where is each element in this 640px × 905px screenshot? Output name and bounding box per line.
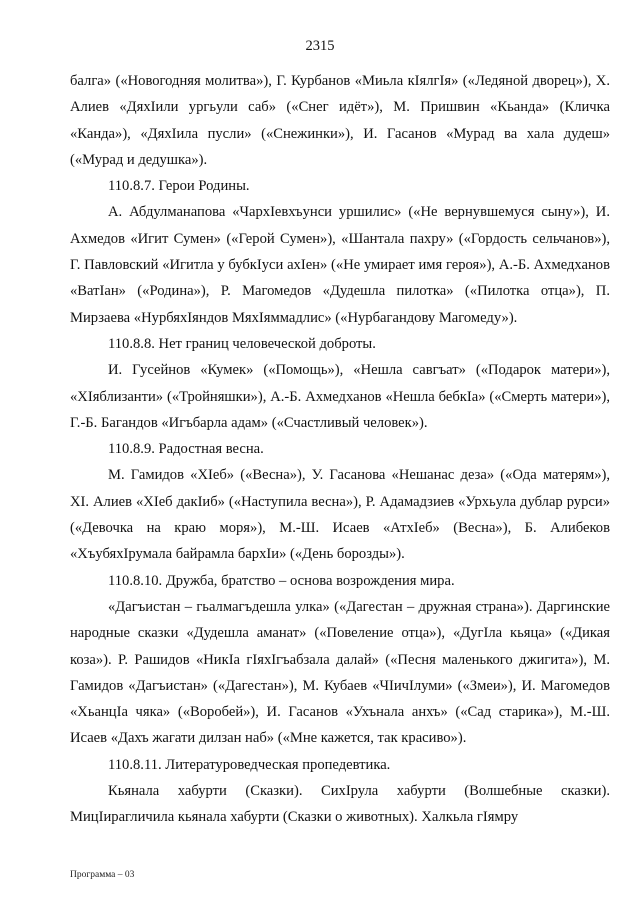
- section-heading-friendship: 110.8.10. Дружба, братство – основа возрождения мира.: [108, 572, 455, 589]
- footer-label: Программа – 03: [70, 870, 135, 880]
- page-number: 2315: [305, 38, 335, 54]
- paragraph-kindness-list: И. Гусейнов «Кумек» («Помощь»), «Нешла савгъат» («Подарок матери»), «ХIяблизанти» («Тройняшки»), А.-Б. Ахмедханов «Нешла бебкIа» («Смерть матери»), Г.-Б. Багандов «Игъбарла адам» («Счастливый человек»).: [70, 362, 610, 431]
- document-body: [70, 68, 610, 831]
- paragraph-friendship-list: «Дагъистан – гьалмагъдешла улка» («Дагестан – дружная страна»). Даргинские народные сказки «Дудешла аманат» («Повеление отца»), «ДугIла кьяца» («Дикая коза»). Р. Рашидов «НикIа гIяхIгъабзала далай» («Песня маленького джигита»), М. Гамидов «Дагъистан» («Дагестан»), М. Кубаев «ЧIичIлуми» («Змеи»), И. Магомедов «ХьанцIа чяка» («Воробей»), И. Гасанов «Ухънала анхъ» («Сад старика»), М.-Ш. Исаев «Дахъ жагати дилзан наб» («Мне кажется, так красиво»).: [70, 598, 610, 747]
- section-heading-kindness: 110.8.8. Нет границ человеческой доброты.: [108, 335, 376, 352]
- paragraph-1: балга» («Новогодняя молитва»), Г. Курбанов «Миьла кIялгIя» («Ледяной дворец»), Х. Алиев «ДяхIили ургьули саб» («Снег идёт»), М. Пришвин «Кьанда» (Кличка «Канда»), «ДяхIила пусли» («Снежинки»), И. Гасанов «Мурад ва хала дудеш» («Мурад и дедушка»).: [70, 73, 610, 168]
- paragraph-spring-list: М. Гамидов «ХIеб» («Весна»), У. Гасанова «Нешанас деза» («Ода матерям»), ХI. Алиев «ХIеб дакIиб» («Наступила весна»), Р. Адамадзиев «Урхьула дублар рурси» («Девочка на краю моря»), М.-Ш. Исаев «АтхIеб» (Весна»), Б. Алибеков «ХъубяхIрумала байрамла бархIи» («День борозды»).: [70, 467, 610, 563]
- paragraph-propaedeutics-list: Кьянала хабурти (Сказки). СихIрула хабурти (Волшебные сказки). МицIирагличила кьянала хабурти (Сказки о животных). Халкьла гIямру: [70, 783, 610, 826]
- paragraph-heroes-list: А. Абдулманапова «ЧархIевхъунси уршилис» («Не вернувшемуся сыну»), И. Ахмедов «Игит Сумен» («Герой Сумен»), «Шантала пахру» («Гордость сельчанов»), Г. Павловский «Игитла у бубкIуси ахIен» («Не умирает имя героя»), А.-Б. Ахмедханов «ВатIан» («Родина»), Р. Магомедов «Дудешла пилотка» («Пилотка отца»), П. Мирзаева «НурбяхIяндов МяхIяммадлис» («Нурбагандову Магомеду»).: [70, 204, 610, 326]
- section-heading-propaedeutics: 110.8.11. Литературоведческая пропедевтика.: [108, 756, 391, 773]
- section-heading-spring: 110.8.9. Радостная весна.: [108, 441, 264, 458]
- section-heading-heroes: 110.8.7. Герои Родины.: [108, 178, 250, 195]
